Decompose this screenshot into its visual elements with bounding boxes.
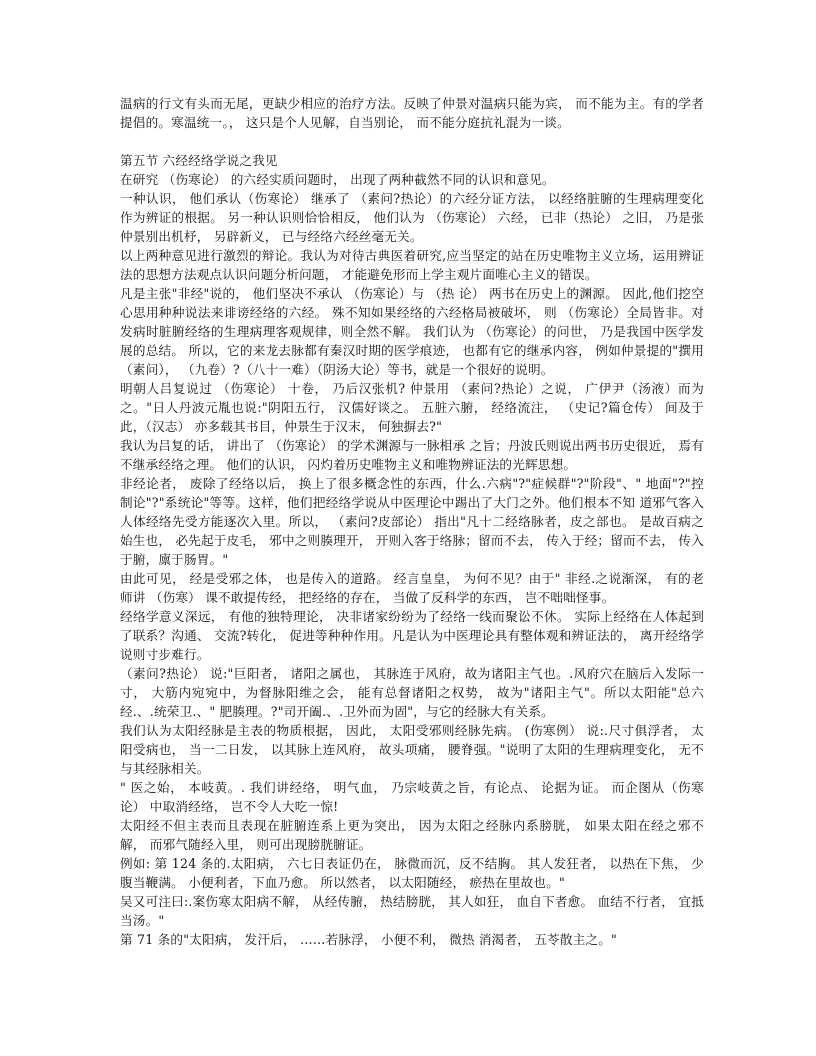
paragraph-bladder-connection: 太阳经不但主表而且表现在脏腑连系上更为突出， 因为太阳之经脉内系膀胱， 如果太阳在经之邪不解， 而邪气随经入里， 则可出现膀胱腑证。 xyxy=(120,818,704,852)
paragraph-lu-fu-quote: 明朝人吕复说过 （伤寒论） 十卷， 乃后汉张机? 仲景用 （素问?热论）之说， 广伊尹（汤液）而为之。"日人丹波元胤也说:"阴阳五行， 汉儒好谈之。 五脏六腑， 经络流注， （史记?篇仓传） 间及于此，（汉志） 亦多载其书目，仲景生于汉末， 何独摒去?" xyxy=(120,381,704,434)
paragraph-non-meridian-critique: 非经论者， 废除了经络以后， 换上了很多概念性的东西，什么.六病"?"症候群"?"阶段"、" 地面"?"控制论"?"系统论"等等。这样，他们把经络学说从中医理论中踢出了大门之外。他们根本不知 道邪气客入人体经络先受方能逐次入里。所以， （素问?皮部论） 指出"凡十二经络脉者，皮之部也。 是故百病之始生也， 必先起于皮毛， 邪中之则腠理开， 开则入客于络脉；留而不去， 传入于经；留而不去， 传入于腑，廪于肠胃。" xyxy=(120,476,704,567)
paragraph-interpretation: 我认为吕复的话， 讲出了 （伤寒论） 的学术渊源与一脉相承 之旨；丹波氏则说出两书历史很近， 焉有不继承经络之理。 他们的认识， 闪灼着历史唯物主义和唯物辨证法的光辉思想。 xyxy=(120,438,704,472)
section-heading: 第五节 六经经络学说之我见 xyxy=(120,153,278,168)
paragraph-article-71: 第 71 条的"太阳病， 发汗后， ……若脉浮， 小便不利， 微热 消渴者， 五苓散主之。" xyxy=(120,932,618,947)
paragraph-non-meridian-view: 凡是主张"非经"说的， 他们坚决不承认 （伤寒论）与 （热 论） 两书在历史上的渊源。 因此,他们挖空心思用种种说法来诽谤经络的六经。 殊不知如果经络的六经格局被破坏， 则 （伤寒论）全局皆非。对发病时脏腑经络的生理病理客观规律，则全然不解。 我们认为 （伤寒论）的问世， 乃是我国中医学发展的总结。 所以，它的来龙去脉都有秦汉时期的医学痕迹， 也都有它的继承内容， 例如仲景提的"撰用 （素问）， （九卷）?（八十一难）（阴汤大论）等书，就是一个很好的说明。 xyxy=(120,286,704,377)
paragraph-article-124: 例如: 第 124 条的.太阳病， 六七日表证仍在， 脉微而沉，反不结胸。 其人发狂者， 以热在下焦， 少腹当鞭满。 小便利者，下血乃愈。 所以然者， 以太阳随经， 瘀热在里故也。" xyxy=(120,856,704,890)
paragraph-debate: 以上两种意见进行激烈的辩论。我认为对待古典医着研究,应当坚定的站在历史唯物主义立场，运用辨证法的思想方法观点认识问题分析问题， 才能避免形而上学主观片面唯心主义的错误。 xyxy=(120,248,704,282)
paragraph-two-views: 一种认识， 他们承认（伤寒论） 继承了 （素问?热论）的六经分证方法， 以经络脏腑的生理病理变化作为辨证的根据。 另一种认识则恰恰相反， 他们认为 （伤寒论） 六经， 已非（热论） 之旧， 乃是张仲景别出机杼， 另辟新义， 已与经络六经丝毫无关。 xyxy=(120,191,704,244)
paragraph-suwen-quote: （素问?热论） 说:"巨阳者， 诸阳之属也， 其脉连于风府，故为诸阳主气也。.风府穴在脑后入发际一寸， 大筋内宛宛中，为督脉阳维之会， 能有总督诸阳之权势， 故为"诸阳主气"。所以太阳能"总六经.、.统荣卫.、" 肥腠理。?"司开阖.、.卫外而为固"，与它的经脉大有关系。 xyxy=(120,666,704,719)
paragraph-taiyang-surface: 我们认为太阳经脉是主表的物质根据， 因此， 太阳受邪则经脉先病。 (伤寒例） 说:.尺寸俱浮者， 太阳受病也， 当一二日发， 以其脉上连风府， 故头项痛， 腰脊强。"说明了太阳的生理病理变化， 无不与其经脉相关。 xyxy=(120,723,704,776)
paragraph-qibo-huangdi: " 医之始， 本岐黄。. 我们讲经络， 明气血， 乃宗岐黄之旨，有论点、 论据为证。 而企图从（伤寒论） 中取消经络， 岂不令人大吃一惊! xyxy=(120,780,704,814)
paragraph-intro: 在研究 （伤寒论） 的六经实质问题时， 出现了两种截然不同的认识和意见。 xyxy=(120,172,555,187)
paragraph-transmission-path: 由此可见， 经是受邪之体， 也是传入的道路。 经言皇皇， 为何不见？由于" 非经.之说渐深， 有的老师讲 （伤寒） 课不敢提传经， 把经络的存在， 当做了反科学的东西， 岂不咄咄怪事。 xyxy=(120,571,704,605)
document-page xyxy=(120,94,704,949)
paragraph-meridian-significance: 经络学意义深远， 有他的独特理论， 决非诸家纷纷为了经络一线而聚讼不休。 实际上经络在人体起到了联系？沟通、 交流?转化， 促进等种种作用。凡是认为中医理论具有整体观和辨证法的， 离开经络学说则寸步难行。 xyxy=(120,609,704,662)
paragraph-warm-disease-summary: 温病的行文有头而无尾，更缺少相应的治疗方法。反映了仲景对温病只能为宾， 而不能为主。有的学者提倡的。寒温统一。， 这只是个人见解，自当别论， 而不能分庭抗礼混为一谈。 xyxy=(120,96,704,130)
paragraph-wu-youke-note: 吴又可注曰:.案伤寒太阳病不解， 从经传腑， 热结膀胱， 其人如狂， 血自下者愈。 血结不行者， 宜抵当汤。" xyxy=(120,894,704,928)
